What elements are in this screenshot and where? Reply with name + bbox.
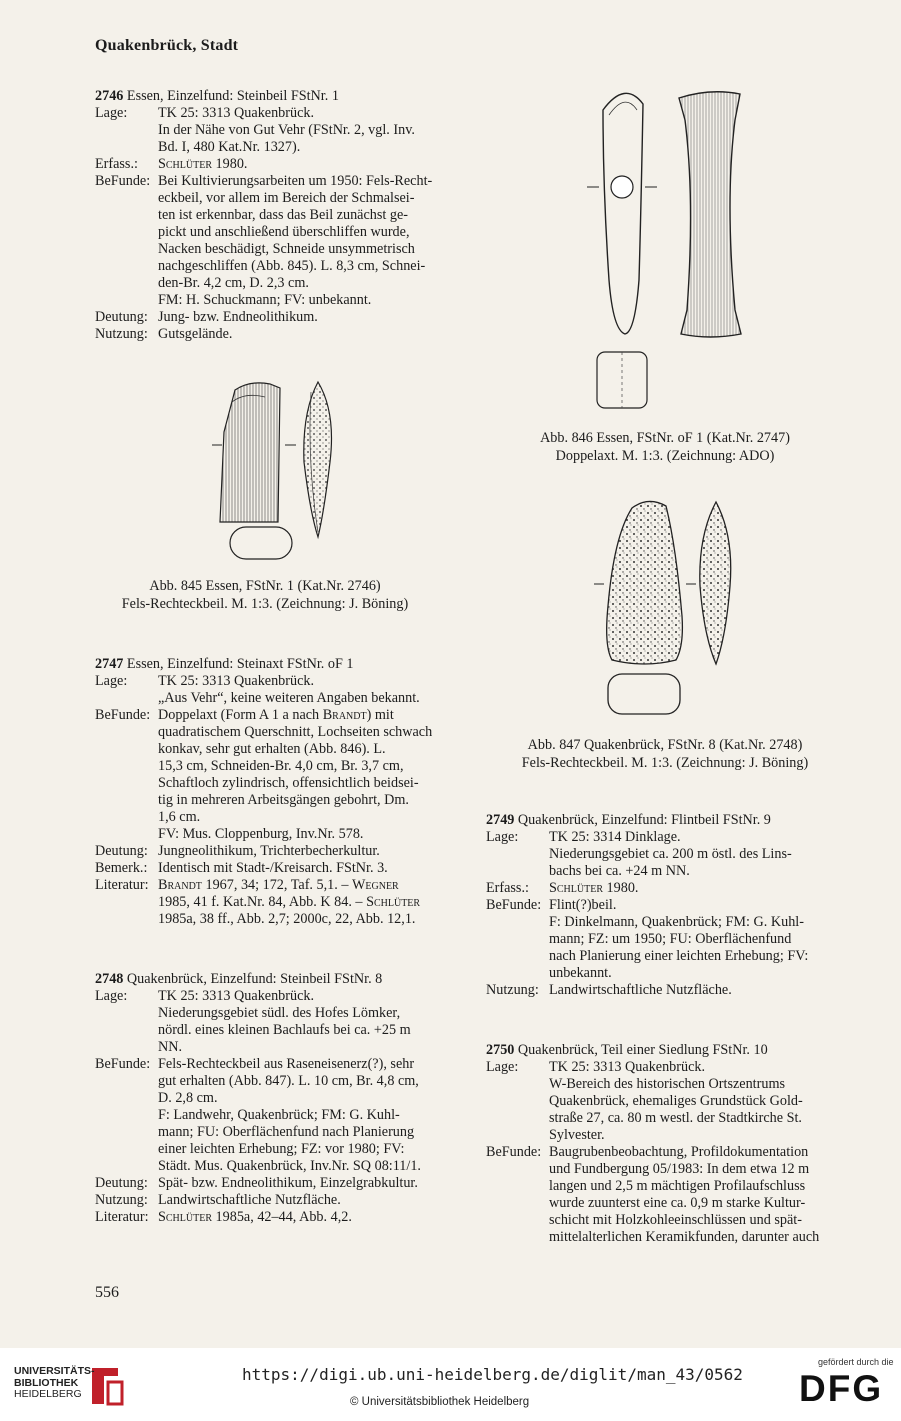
entry-field <box>486 1144 851 1246</box>
field-value <box>158 1175 458 1192</box>
text-line: Brandt 1967, 34; 172, Taf. 5,1. – Wegner <box>158 877 399 893</box>
entry-field <box>95 877 458 928</box>
field-label: Deutung: <box>95 309 148 325</box>
text-line: pickt und anschließend überschliffen wurde, <box>158 224 410 240</box>
text-line: nach Planierung einer leichten Erhebung; FV: <box>549 948 809 964</box>
text-line: straße 27, ca. 80 m westl. der Stadtkirche St. <box>549 1110 802 1126</box>
entry-2746 <box>95 88 458 343</box>
text-line: FV: Mus. Cloppenburg, Inv.Nr. 578. <box>158 826 364 842</box>
text-line: Flint(?)beil. <box>549 897 617 913</box>
field-label: BeFunde: <box>95 173 151 189</box>
text-line: Niederungsgebiet ca. 200 m östl. des Lins- <box>549 846 792 862</box>
field-value <box>549 880 851 897</box>
field-value <box>549 897 851 982</box>
entry-title <box>486 1042 851 1059</box>
caption-line: Abb. 846 Essen, FStNr. oF 1 (Kat.Nr. 2747) <box>540 430 790 446</box>
figure-846-caption <box>480 429 850 465</box>
text-line: tig in mehreren Arbeitsgängen gebohrt, Dm. <box>158 792 409 808</box>
entry-title <box>95 971 458 988</box>
text-line: TK 25: 3313 Quakenbrück. <box>158 988 315 1004</box>
field-label: Literatur: <box>95 877 149 893</box>
text-line: 15,3 cm, Schneiden-Br. 4,0 cm, Br. 3,7 cm, <box>158 758 404 774</box>
field-value <box>158 988 458 1056</box>
field-label: Lage: <box>95 105 128 121</box>
caption-line: Abb. 847 Quakenbrück, FStNr. 8 (Kat.Nr. 2748) <box>527 737 803 753</box>
entry-number: 2749 <box>486 812 515 828</box>
library-logo-icon <box>90 1364 124 1406</box>
entry-2748 <box>95 971 458 1226</box>
text-line: Landwirtschaftliche Nutzfläche. <box>549 982 732 998</box>
entry-number: 2747 <box>95 656 124 672</box>
text-line: D. 2,8 cm. <box>158 1090 218 1106</box>
text-line: konkav, sehr gut erhalten (Abb. 846). L. <box>158 741 386 757</box>
entry-field <box>95 1209 458 1226</box>
text-line: TK 25: 3313 Quakenbrück. <box>549 1059 706 1075</box>
field-label: Erfass.: <box>95 156 138 172</box>
field-value <box>158 309 458 326</box>
text-line: NN. <box>158 1039 183 1055</box>
text-line: Landwirtschaftliche Nutzfläche. <box>158 1192 341 1208</box>
text-line: Jung- bzw. Endneolithikum. <box>158 309 318 325</box>
entry-heading: Essen, Einzelfund: Steinaxt FStNr. oF 1 <box>123 656 354 672</box>
field-label: BeFunde: <box>486 897 542 913</box>
field-value <box>549 1059 851 1144</box>
entry-2747 <box>95 656 458 928</box>
field-value <box>158 673 458 707</box>
text-line: mann; FZ: um 1950; FU: Oberflächenfund <box>549 931 792 947</box>
field-label: BeFunde: <box>95 707 151 723</box>
entry-field <box>95 843 458 860</box>
field-label: Deutung: <box>95 1175 148 1191</box>
field-value <box>549 1144 851 1246</box>
entry-field <box>486 829 851 880</box>
caption-line: Fels-Rechteckbeil. M. 1:3. (Zeichnung: J. Böning) <box>121 596 409 612</box>
figure-845-caption <box>80 577 450 613</box>
text-line: quadratischem Querschnitt, Lochseiten schwach <box>158 724 433 740</box>
text-line: 1,6 cm. <box>158 809 201 825</box>
text-line: mann; FU: Oberflächenfund nach Planierung <box>158 1124 415 1140</box>
text-line: bachs bei ca. +24 m NN. <box>549 863 690 879</box>
text-line: Doppelaxt (Form A 1 a nach Brandt) mit <box>158 707 394 723</box>
field-label: Deutung: <box>95 843 148 859</box>
figure-847-drawing <box>590 496 760 721</box>
running-header: Quakenbrück, Stadt <box>95 37 239 54</box>
text-line: TK 25: 3313 Quakenbrück. <box>158 673 315 689</box>
text-line: einer leichten Erhebung; FZ: vor 1980; FV: <box>158 1141 405 1157</box>
text-line: Nacken beschädigt, Schneide unsymmetrisch <box>158 241 415 257</box>
text-line: 1985, 41 f. Kat.Nr. 84, Abb. K 84. – Schlüter <box>158 894 421 910</box>
text-line: nördl. eines kleinen Bachlaufs bei ca. +25 m <box>158 1022 411 1038</box>
text-line: Niederungsgebiet südl. des Hofes Lömker, <box>158 1005 401 1021</box>
text-line: Bei Kultivierungsarbeiten um 1950: Fels-Recht- <box>158 173 433 189</box>
field-label: Lage: <box>95 988 128 1004</box>
field-label: Bemerk.: <box>95 860 148 876</box>
entry-field <box>486 897 851 982</box>
entry-number: 2750 <box>486 1042 515 1058</box>
text-line: Fels-Rechteckbeil aus Raseneisenerz(?), sehr <box>158 1056 415 1072</box>
field-value <box>158 707 458 843</box>
text-line: und Fundbergung 05/1983: In dem etwa 12 m <box>549 1161 810 1177</box>
text-line: schicht mit Holzkohleeinschlüssen und spät- <box>549 1212 802 1228</box>
text-line: In der Nähe von Gut Vehr (FStNr. 2, vgl. Inv. <box>158 122 415 138</box>
text-line: F: Landwehr, Quakenbrück; FM: G. Kuhl- <box>158 1107 400 1123</box>
field-value <box>158 156 458 173</box>
text-line: Baugrubenbeobachtung, Profildokumentation <box>549 1144 809 1160</box>
entry-field <box>95 1175 458 1192</box>
field-label: Erfass.: <box>486 880 529 896</box>
entry-field <box>95 173 458 309</box>
field-value <box>158 1192 458 1209</box>
text-line: FM: H. Schuckmann; FV: unbekannt. <box>158 292 372 308</box>
entry-field <box>95 673 458 707</box>
field-value <box>158 843 458 860</box>
text-line: Städt. Mus. Quakenbrück, Inv.Nr. SQ 08:11/1. <box>158 1158 421 1174</box>
field-label: Lage: <box>486 829 519 845</box>
text-line: Bd. I, 480 Kat.Nr. 1327). <box>158 139 301 155</box>
entry-field <box>486 982 851 999</box>
figure-845-drawing <box>210 372 360 572</box>
field-value <box>158 860 458 877</box>
text-line: unbekannt. <box>549 965 612 981</box>
caption-line: Abb. 845 Essen, FStNr. 1 (Kat.Nr. 2746) <box>149 578 381 594</box>
entry-field <box>95 707 458 843</box>
field-value <box>549 982 851 999</box>
sponsor-text: gefördert durch die <box>818 1357 894 1367</box>
field-label: Lage: <box>95 673 128 689</box>
library-line: UNIVERSITÄTS- <box>14 1365 95 1377</box>
text-line: Spät- bzw. Endneolithikum, Einzelgrabkultur. <box>158 1175 418 1191</box>
text-line: TK 25: 3314 Dinklage. <box>549 829 681 845</box>
entry-heading: Quakenbrück, Teil einer Siedlung FStNr. 10 <box>514 1042 768 1058</box>
text-line: mittelalterlichen Keramikfunden, darunter auch <box>549 1229 820 1245</box>
entry-2750 <box>486 1042 851 1246</box>
page-number: 556 <box>95 1284 119 1301</box>
field-label: Lage: <box>486 1059 519 1075</box>
text-line: den-Br. 4,2 cm, D. 2,3 cm. <box>158 275 309 291</box>
text-line: Schlüter 1980. <box>158 156 248 172</box>
text-line: Schaftloch zylindrisch, offensichtlich beidsei- <box>158 775 419 791</box>
text-line: Quakenbrück, ehemaliges Grundstück Gold- <box>549 1093 803 1109</box>
text-line: ten ist erkennbar, dass das Beil zunächst ge- <box>158 207 408 223</box>
copyright-notice: © Universitätsbibliothek Heidelberg <box>350 1396 530 1408</box>
field-value <box>158 1209 458 1226</box>
field-label: Nutzung: <box>95 1192 148 1208</box>
entry-field <box>95 1192 458 1209</box>
caption-line: Fels-Rechteckbeil. M. 1:3. (Zeichnung: J. Böning) <box>521 755 809 771</box>
entry-title <box>95 656 458 673</box>
entry-heading: Essen, Einzelfund: Steinbeil FStNr. 1 <box>123 88 339 104</box>
entry-heading: Quakenbrück, Einzelfund: Flintbeil FStNr. 9 <box>514 812 771 828</box>
library-line: BIBLIOTHEK <box>14 1376 79 1389</box>
entry-field <box>95 156 458 173</box>
entry-heading: Quakenbrück, Einzelfund: Steinbeil FStNr. 8 <box>123 971 383 987</box>
entry-field <box>95 326 458 343</box>
text-line: Schlüter 1985a, 42–44, Abb. 4,2. <box>158 1209 352 1225</box>
entry-number: 2746 <box>95 88 124 104</box>
text-line: Jungneolithikum, Trichterbecherkultur. <box>158 843 380 859</box>
entry-2749 <box>486 812 851 999</box>
text-line: langen und 2,5 m mächtigen Profilaufschluss <box>549 1178 806 1194</box>
entry-field <box>486 880 851 897</box>
field-value <box>158 1056 458 1175</box>
entry-number: 2748 <box>95 971 124 987</box>
text-line: Schlüter 1980. <box>549 880 639 896</box>
text-line: Gutsgelände. <box>158 326 233 342</box>
field-label: BeFunde: <box>486 1144 542 1160</box>
text-line: TK 25: 3313 Quakenbrück. <box>158 105 315 121</box>
entry-field <box>95 988 458 1056</box>
entry-field <box>486 1059 851 1144</box>
entry-field <box>95 1056 458 1175</box>
field-value <box>158 326 458 343</box>
caption-line: Doppelaxt. M. 1:3. (Zeichnung: ADO) <box>555 448 775 464</box>
text-line: wurde zuunterst eine ca. 0,9 m starke Kultur- <box>549 1195 806 1211</box>
text-line: gut erhalten (Abb. 847). L. 10 cm, Br. 4,8 cm, <box>158 1073 419 1089</box>
field-label: Nutzung: <box>95 326 148 342</box>
text-line: eckbeil, vor allem im Bereich der Schmalsei- <box>158 190 415 206</box>
text-line: Identisch mit Stadt-/Kreisarch. FStNr. 3. <box>158 860 388 876</box>
text-line: 1985a, 38 ff., Abb. 2,7; 2000c, 22, Abb. 12,1. <box>158 911 416 927</box>
field-value <box>158 877 458 928</box>
entry-title <box>95 88 458 105</box>
text-line: F: Dinkelmann, Quakenbrück; FM: G. Kuhl- <box>549 914 804 930</box>
library-line: HEIDELBERG <box>14 1388 82 1400</box>
source-url-link[interactable]: https://digi.ub.uni-heidelberg.de/diglit/man_43/0562 <box>242 1365 743 1384</box>
text-line: „Aus Vehr“, keine weiteren Angaben bekannt. <box>158 690 420 706</box>
figure-847-caption <box>480 736 850 772</box>
library-name <box>14 1366 95 1401</box>
text-line: Sylvester. <box>549 1127 605 1143</box>
figure-846-drawing <box>585 80 775 410</box>
footer <box>0 1348 901 1421</box>
entry-field <box>95 860 458 877</box>
field-label: Nutzung: <box>486 982 539 998</box>
field-label: BeFunde: <box>95 1056 151 1072</box>
entry-title <box>486 812 851 829</box>
text-line: W-Bereich des historischen Ortszentrums <box>549 1076 785 1092</box>
field-value <box>158 173 458 309</box>
text-line: nachgeschliffen (Abb. 845). L. 8,3 cm, Schnei- <box>158 258 426 274</box>
field-label: Literatur: <box>95 1209 149 1225</box>
field-value <box>158 105 458 156</box>
field-value <box>549 829 851 880</box>
dfg-logo: DFG <box>799 1368 884 1409</box>
entry-field <box>95 105 458 156</box>
entry-field <box>95 309 458 326</box>
